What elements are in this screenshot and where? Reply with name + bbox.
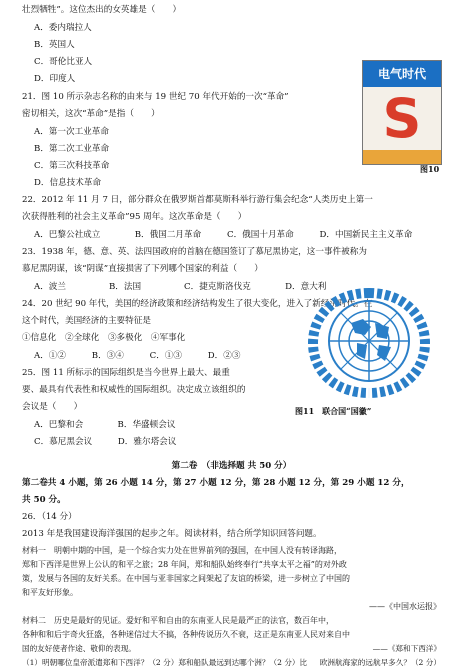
q23-stem-2: 慕尼黑阴谋，该“阴谋”直接损害了下列哪个国家的利益（ ） <box>22 264 263 274</box>
q23-options: A．波兰 B．法国 C．捷克斯洛伐克 D．意大利 <box>34 282 327 292</box>
q20-option-b: B．英国人 <box>34 40 75 50</box>
figure-10-caption: 图10 <box>420 164 440 174</box>
material-2-line-2: 各种和和后宇奇火狂盛，各种迷信过大不搞，各种传说历久不衰，这正是东南亚人民对来自中 <box>22 630 350 639</box>
q23-stem-1: 23．1938 年，德、意、英、法四国政府的首脑在德国签订了慕尼黑协定，这一事件被称为 <box>22 247 367 257</box>
q25-stem-2: 要、最具有代表性和权威性的国际组织。决定成立该组织的 <box>22 385 246 395</box>
material-2-source: ——《郑和下西洋》 <box>372 644 441 653</box>
continent-east <box>375 323 389 339</box>
magazine-big-letter: S <box>382 87 422 150</box>
figure-10-magazine <box>362 60 442 165</box>
magazine-title: 电气时代 <box>363 61 441 87</box>
q20-stem-end: 壮烈牺牲”。这位杰出的女英雄是（ ） <box>22 5 182 15</box>
material-1-source: ——《中国水运报》 <box>369 602 441 611</box>
magazine-bottom-strip <box>363 150 441 164</box>
q20-option-c: C．哥伦比亚人 <box>34 57 93 67</box>
olive-branch-left <box>313 293 369 393</box>
q22-stem-1: 22．2012 年 11 月 7 日，部分群众在俄罗斯首都莫斯科举行游行集会纪念“人类历史上第一 <box>22 195 373 205</box>
material-1-line-4: 和平友好形象。 <box>22 588 78 597</box>
olive-branch-right <box>369 293 425 393</box>
section-instructions-2: 共 50 分。 <box>22 495 66 505</box>
q24-items: ①信息化 ②全球化 ③多极化 ④军事化 <box>22 333 186 343</box>
q21-option-b: B．第二次工业革命 <box>34 144 110 154</box>
q21-stem-2: 密切相关，这次“革命”是指（ ） <box>22 109 160 119</box>
q21-option-c: C．第三次科技革命 <box>34 161 110 171</box>
q25-stem-3: 会议是（ ） <box>22 402 83 412</box>
section-instructions-1: 第二卷共 4 小题，第 26 小题 14 分，第 27 小题 12 分，第 28 小题 12 分，第 29 小题 12 分， <box>22 478 410 488</box>
section-title: 第二卷 （非选择题 共 50 分） <box>171 461 292 471</box>
q20-option-d: D．印度人 <box>34 74 76 84</box>
q22-stem-2: 次获得胜利的社会主义革命”95 周年。这次革命是（ ） <box>22 212 247 222</box>
figure-11-un-emblem <box>285 283 453 401</box>
q21-option-d: D．信息技术革命 <box>34 178 102 188</box>
q24-options: A．①② B．③④ C．①③ D．②③ <box>34 351 241 361</box>
q25-stem-1: 25．图 11 所标示的国际组织是当今世界上最大、最重 <box>22 368 230 378</box>
q21-stem-1: 21．图 10 所示杂志名称的由来与 19 世纪 70 年代开始的一次“革命” <box>22 92 289 102</box>
material-1-line-2: 郑和下西洋是世界上公认的和平之旅；28 年间，郑和船队始终奉行“共享太平之福”的对外政 <box>22 560 347 569</box>
material-1-line-1: 材料一 明朝中期的中国，是一个综合实力处在世界前列的强国，在中国人没有转译海路， <box>22 546 342 555</box>
q24-stem-1: 24．20 世纪 90 年代，美国的经济政策和经济结构发生了很大变化，进入了新经济时代。在 <box>22 299 373 309</box>
continent-south <box>357 343 367 359</box>
q20-option-a: A．委内瑞拉人 <box>34 23 92 33</box>
figure-11-caption: 图11 联合国“国徽” <box>295 406 372 416</box>
material-2-line-1: 材料二 历史是最好的见证。爱好和平和自由的东南亚人民是最严正的法官，数百年中， <box>22 616 334 625</box>
q25-options-cd: C．慕尼黑会议 D．雅尔塔会议 <box>34 437 177 447</box>
q21-option-a: A．第一次工业革命 <box>34 127 109 137</box>
material-2-line-3: 国的友好使者作途、敬仰的表现。 <box>22 644 136 653</box>
q22-options: A．巴黎公社成立 B．俄国二月革命 C．俄国十月革命 D．中国新民主主义革命 <box>34 230 413 240</box>
q26-title: 26．（14 分） <box>22 512 77 522</box>
q26-intro: 2013 年是我国建设海洋强国的起步之年。阅读材料，结合所学知识回答问题。 <box>22 529 322 539</box>
q24-stem-2: 这个时代，美国经济的主要特征是 <box>22 316 151 326</box>
material-1-line-3: 策，发展与各国的友好关系。在中国与亚非国家之间架起了友谊的桥梁，进一步树立了中国的 <box>22 574 350 583</box>
q26-subquestion-1-line-1: （1）明朝哪位皇帝派遣郑和下西洋？（2 分）郑和船队最远到达哪个洲？（2 分）比 <box>22 658 308 667</box>
q25-options-ab: A．巴黎和会 B．华盛顿会议 <box>34 420 176 430</box>
q26-subquestion-1-line-2: 欧洲航海家的远航早多久？（2 分） <box>319 658 441 667</box>
